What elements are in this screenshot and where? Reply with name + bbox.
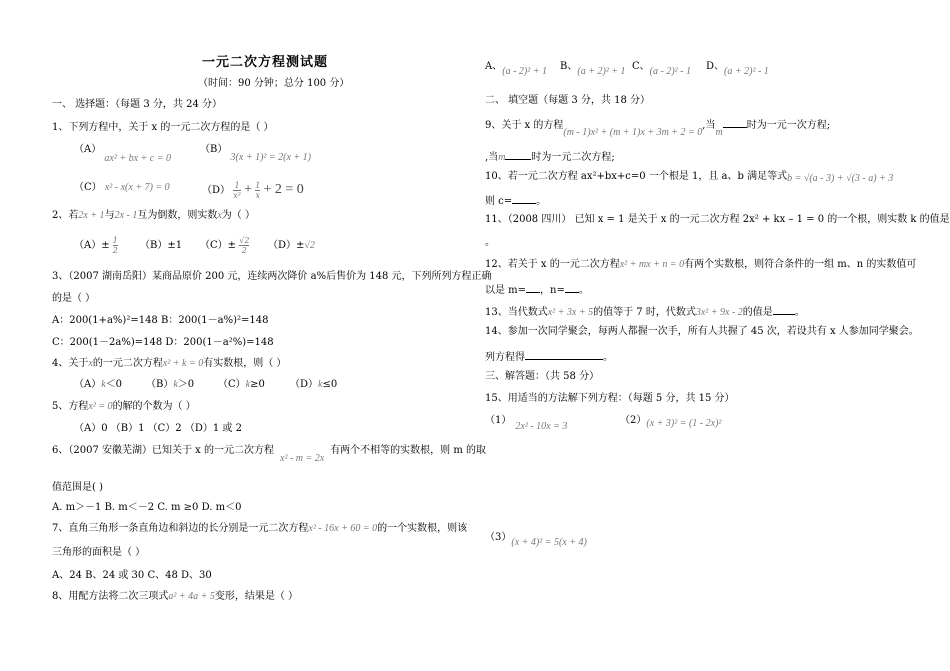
q8-option-a-label: A、 [485,61,503,72]
q15-part-3-label: （3） [485,532,512,543]
q15-part-1-label: （1） [485,415,512,426]
q8-option-d-label: D、 [706,61,725,72]
q7-text-1: 7、直角三角形一条直角边和斜边的长分别是一元二次方程 [52,523,309,534]
q10-text-3: 。 [536,196,547,207]
q5-math: x² = 0 [88,401,113,412]
question-4 [52,357,286,371]
q9-text-5: 时为一元二次方程; [531,152,615,163]
question-10-line-2 [485,192,546,209]
question-12 [485,258,916,272]
q12-answer-blank-n[interactable] [565,281,579,293]
q1-option-d-math: + 2 = 0 [263,182,304,197]
q7-options: A、24 B、24 或 30 C、48 D、30 [52,570,212,581]
q10-text-1: 10、若一元二次方程 ax²+bx+c=0 一个根是 1，且 a、b 满足等式 [485,171,788,182]
q2-option-d-math: √2 [304,240,315,251]
q5-text-1: 5、方程 [52,401,89,412]
q4-option-d-label: （D） [290,379,319,390]
q2-math-2: 2x - 1 [114,210,138,221]
q2-text-4: 为（ ） [221,210,255,221]
question-6 [52,444,487,464]
q8-option-a [485,60,547,77]
q1-option-d-frac1: $\frac{1}{\text{x²}}$ [233,181,241,200]
q13-answer-blank[interactable] [773,303,795,315]
q1-option-d [202,181,304,200]
question-13 [485,303,805,320]
q4-option-d-math: k [318,379,323,390]
q15-part-3 [485,531,587,548]
q13-text-3: 的值是 [742,307,773,318]
section-choice: 一、 选择题：（每题 3 分，共 24 分） [52,99,222,110]
q15-part-1-math: 2x² - 10x = 3 [515,421,568,432]
q3-options-ab: A：200(1+a%)²=148 B：200(1－a%)²=148 [52,315,269,326]
q5-options: （A）0 （B）1 （C）2 （D）1 或 2 [74,423,242,434]
q2-text-3: 互为倒数，则实数 [137,210,218,221]
q2-text-2: 与 [104,210,115,221]
question-6-line-2: 值范围是( ) [52,482,103,493]
q12-text-5: 。 [578,285,589,296]
q12-text-3: 以是 m= [485,285,527,296]
section-solve: 三、解答题：（共 58 分） [485,371,600,382]
q9-text-1: 9、关于 x 的方程 [485,120,564,131]
section-fill-in: 二、 填空题（每题 3 分，共 18 分） [485,95,650,106]
q1-option-b-math: 3(x + 1)² = 2(x + 1) [230,152,311,163]
q4-text-2: 的一元二次方程 [92,358,163,369]
q1-option-d-plus: + [244,182,253,197]
q15-part-3-math: (x + 4)² = 5(x + 4) [511,537,587,548]
q8-text-1: 8、用配方法将二次三项式 [52,591,169,602]
q4-math-2: x² + k = 0 [162,358,204,369]
q2-option-d [268,239,315,253]
q1-option-b-label: （B） [200,144,228,155]
q4-text-3: 有实数根，则（ ） [203,358,287,369]
q4-option-a-rel: ＜0 [105,379,123,390]
q14-text-2: 。 [603,352,613,363]
q14-text-1: 列方程得 [485,352,525,363]
question-12-line-2 [485,281,589,298]
q8-option-d [706,60,769,77]
q8-option-b-label: B、 [560,61,578,72]
q8-option-c-math: (a - 2)² - 1 [649,66,691,77]
q6-options: A. m＞－1 B. m＜－2 C. m ≥0 D. m＜0 [52,502,242,513]
q8-math: a² + 4a + 5 [168,591,215,602]
q2-option-d-label: （D）± [268,240,305,251]
q4-option-c-label: （C） [218,379,246,390]
q9-text-4: ,当 [485,152,499,163]
q2-option-c [200,236,249,255]
question-5 [52,400,196,414]
question-14: 14、参加一次同学聚会，每两人都握一次手，所有人共握了 45 次，若设共有 x 人参加同学聚会。 [485,326,919,337]
page-title: 一元二次方程测试题 [202,55,329,70]
q13-text-4: 。 [794,307,805,318]
q7-math: x² - 16x + 60 = 0 [308,523,378,534]
q7-text-2: 的一个实数根，则该 [377,523,468,534]
question-9 [485,116,831,138]
q2-option-a-label: （A）± [74,240,110,251]
question-11: 11、（2008 四川） 已知 x = 1 是关于 x 的一元二次方程 2x² + kx – 1 = 0 的一个根，则实数 k 的值是 [485,214,950,225]
question-2 [52,209,255,223]
q1-option-d-label: （D） [202,185,231,196]
q2-option-a [74,236,118,255]
q4-option-a [74,378,122,392]
q1-option-a-math: ax² + bx + c = 0 [104,153,171,164]
question-7 [52,522,467,536]
q2-option-a-frac: $\frac{1}{2}$ [112,236,118,255]
q4-option-c [218,378,265,392]
q15-part-2 [620,414,721,428]
question-11-line-2: 。 [485,237,495,248]
q4-option-c-math: k [245,379,251,390]
question-10 [485,170,893,184]
q8-text-2: 变形，结果是（ ） [214,591,299,602]
q4-option-d [290,378,337,392]
q1-option-c-math: x² - x(x + 7) = 0 [104,182,170,193]
q1-option-a [74,143,171,164]
q2-option-c-label: （C）± [200,240,237,251]
q9-math-2: m [715,127,723,138]
q4-option-b-rel: ＞0 [177,379,195,390]
q14-answer-blank[interactable] [525,348,603,360]
q10-text-2: 则 c= [485,196,513,207]
q4-option-b-math: k [173,379,178,390]
q4-math-1: x [88,358,93,369]
q2-option-c-frac: $\frac{√2}{2}$ [239,236,250,255]
q1-option-c-label: （C） [74,182,102,193]
question-14-line-2 [485,348,613,365]
q4-option-b-label: （B） [146,379,174,390]
q13-text-1: 13、当代数式 [485,307,548,318]
q5-text-2: 的解的个数为（ ） [112,401,196,412]
q8-option-d-math: (a + 2)² - 1 [724,66,769,77]
q4-option-d-rel: ≤0 [322,379,338,390]
question-9-line-2 [485,148,615,165]
q13-math-1: x² + 3x + 5 [547,307,594,318]
q15-part-2-label: （2） [620,415,647,426]
q12-answer-blank-m[interactable] [526,281,540,293]
q1-option-d-frac2: $\frac{1}{x}$ [255,181,261,200]
q10-math: b = √(a - 3) + √(3 - a) + 3 [787,173,894,184]
q8-option-b-math: (a + 2)² + 1 [577,66,626,77]
q9-math-3: m [498,152,506,163]
page-subtitle: （时间：90 分钟；总分 100 分） [198,78,350,89]
question-8 [52,590,298,604]
q8-option-c-label: C、 [632,61,650,72]
question-3-line-1: 3、（2007 湖南岳阳）某商品原价 200 元，连续两次降价 a%后售价为 148 元，下列所列方程正确 [52,271,492,282]
q15-part-2-math: (x + 3)² = (1 - 2x)² [646,418,722,429]
q12-math: x² + mx + n = 0 [619,259,685,270]
q4-option-a-math: k [101,379,106,390]
q9-text-3: 时为一元一次方程; [746,120,831,131]
q6-text-1: 6、（2007 安徽芜湖）已知关于 x 的一元二次方程 [52,445,274,456]
q9-math: (m - 1)x² + (m + 1)x + 3m + 2 = 0 [563,127,703,138]
q8-option-b [560,60,626,77]
q9-answer-blank-2[interactable] [505,148,531,160]
question-15: 15、用适当的方法解下列方程：（每题 5 分，共 15 分） [485,393,735,404]
q13-text-2: 的值等于 7 时，代数式 [593,307,696,318]
q12-text-1: 12、若关于 x 的一元二次方程 [485,259,620,270]
q2-option-b: （B）±1 [140,240,183,251]
q3-options-cd: C：200(1－2a%)=148 D：200(1－a²%)=148 [52,337,274,348]
q4-option-c-rel: ≥0 [250,379,265,390]
question-7-line-2: 三角形的面积是（ ） [52,547,146,558]
q13-math-2: 3x² + 9x - 2 [695,307,743,318]
q6-text-2: 有两个不相等的实数根，则 m 的取 [330,445,487,456]
question-1: 1、下列方程中，关于 x 的一元二次方程的是（ ） [52,122,274,133]
q2-text-1: 2、若 [52,210,79,221]
q1-option-b [200,143,311,163]
question-3-line-2: 的是（ ） [52,293,96,304]
q15-part-1 [485,414,568,432]
q9-answer-blank-1[interactable] [723,116,747,128]
q12-text-4: ，n= [540,285,565,296]
q4-text-1: 4、关于 [52,358,89,369]
q1-option-a-label: （A） [74,144,102,155]
q2-math-1: 2x + 1 [78,210,105,221]
q2-math-3: x [217,210,222,221]
q12-text-2: 有两个实数根，则符合条件的一组 m、n 的实数值可 [684,259,917,270]
q8-option-c [632,60,691,77]
q6-math: x² - m = 2x [280,453,325,464]
q10-answer-blank[interactable] [512,192,536,204]
q4-option-a-label: （A） [74,379,102,390]
q8-option-a-math: (a - 2)² + 1 [502,66,547,77]
q4-option-b [146,378,194,392]
q9-text-2: ,当 [702,120,716,131]
q1-option-c [74,181,170,195]
